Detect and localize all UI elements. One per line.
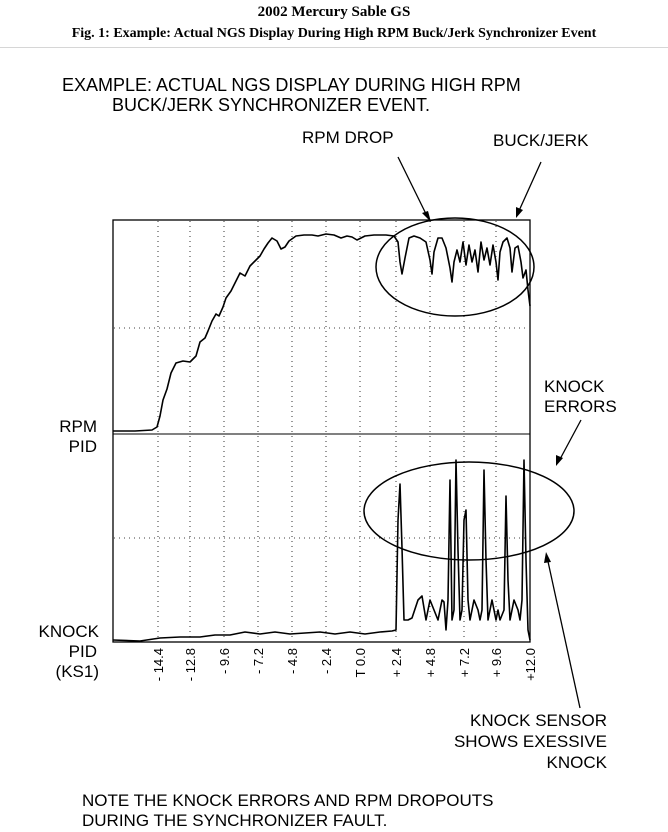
figure-caption: Fig. 1: Example: Actual NGS Display During High RPM Buck/Jerk Synchronizer Event [71,26,597,41]
x-tick-label: T 0.0 [353,648,368,678]
knock-pid-label-line2: PID [68,642,97,661]
knock-errors-ellipse [364,462,574,560]
figure-note-line1: NOTE THE KNOCK ERRORS AND RPM DROPOUTS [82,791,494,810]
rpm-trace [113,234,530,431]
rpm-drop-label: RPM DROP [302,128,394,147]
knock-pid-label-line1: KNOCK [38,622,99,641]
x-tick-label: + 4.8 [423,648,438,678]
buck-jerk-label: BUCK/JERK [493,131,589,150]
buck-jerk-arrow [518,162,541,213]
figure-note-line2: DURING THE SYNCHRONIZER FAULT. [82,811,388,830]
x-tick-label: + 7.2 [457,648,472,678]
knock-errors-label-line2: ERRORS [544,397,617,416]
buck-jerk-ellipse [376,218,534,316]
knock-sensor-arrow [547,557,580,708]
page-title: 2002 Mercury Sable GS [257,4,411,20]
knock-sensor-label-line1: KNOCK SENSOR [470,711,607,730]
x-tick-label: - 2.4 [319,648,334,675]
x-tick-label: +12.0 [523,648,538,681]
rpm-pid-label-line2: PID [68,437,97,456]
buck-jerk-arrowhead [516,207,523,218]
x-axis-tick-labels [151,648,538,681]
x-tick-label: - 14.4 [151,648,166,682]
knock-sensor-label-line3: KNOCK [546,753,607,772]
rpm-drop-arrow [398,157,428,218]
knock-sensor-label-line2: SHOWS EXESSIVE [453,732,607,751]
knock-errors-arrow [559,420,581,461]
x-tick-label: - 7.2 [251,648,266,675]
x-tick-label: - 4.8 [285,648,300,675]
x-tick-label: - 9.6 [217,648,232,675]
knock-errors-label-line1: KNOCK [544,377,605,396]
figure-title-line2: BUCK/JERK SYNCHRONIZER EVENT. [112,95,431,115]
knock-sensor-arrowhead [544,552,551,563]
knock-pid-label-line3: (KS1) [55,662,99,681]
rpm-pid-label-line1: RPM [59,417,97,436]
x-tick-label: - 12.8 [183,648,198,682]
figure-title-line1: EXAMPLE: ACTUAL NGS DISPLAY DURING HIGH RPM [62,75,521,95]
x-tick-label: + 2.4 [389,648,404,678]
knock-trace [113,460,530,641]
x-tick-label: + 9.6 [489,648,504,678]
